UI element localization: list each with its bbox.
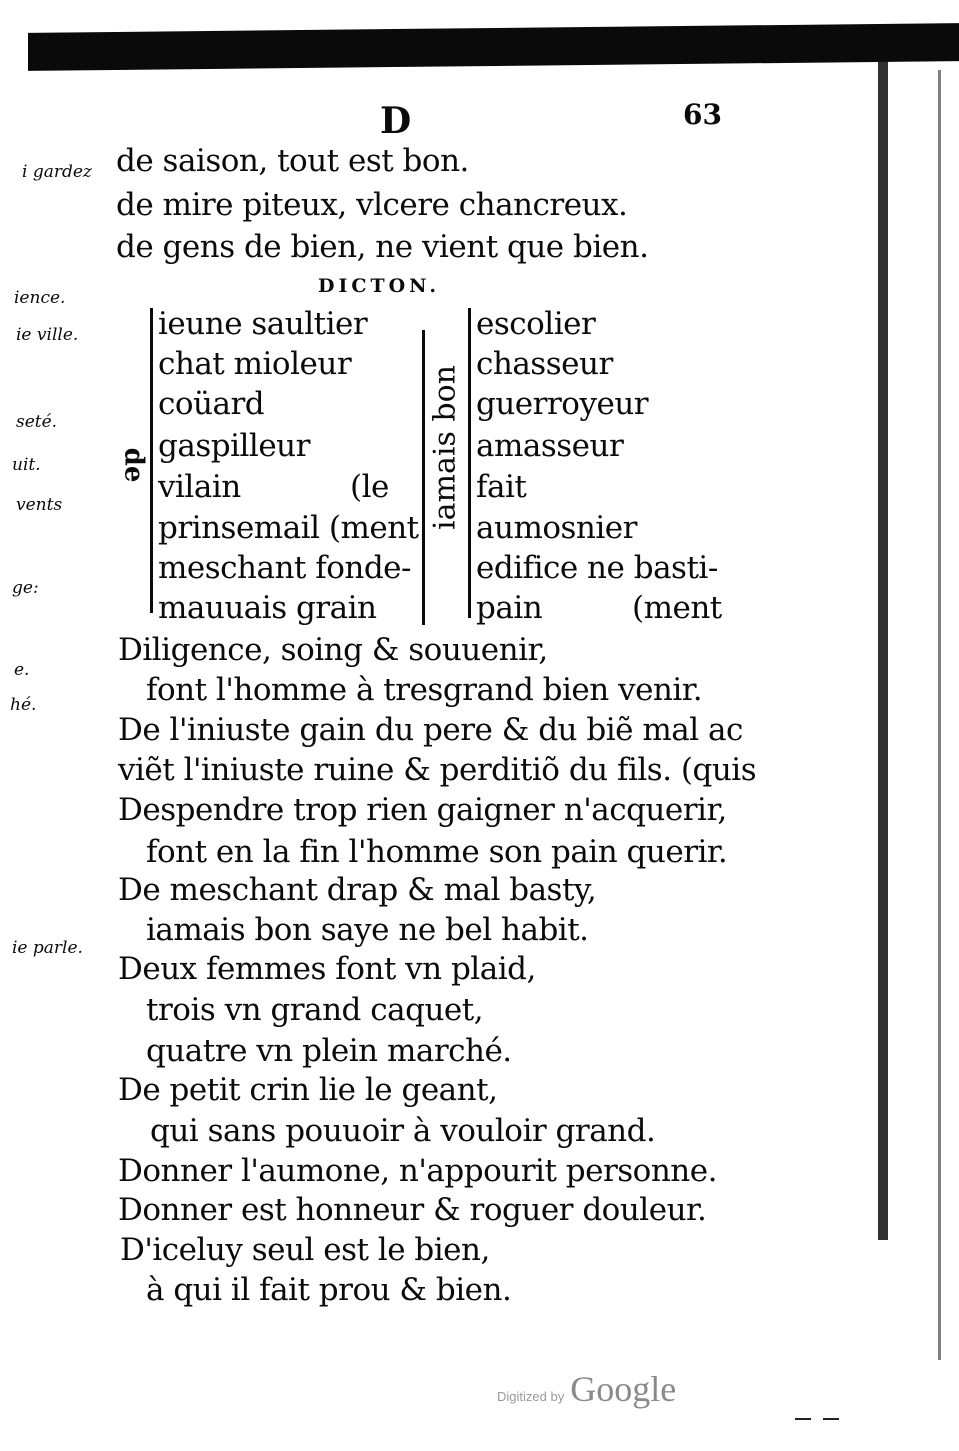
scan-artifact [823,1418,839,1420]
text-line: Despendre trop rien gaigner n'acquerir, [118,792,727,828]
text-line: viẽt l'iniuste ruine & perditiõ du fils. (quis [118,752,757,788]
dicton-middle-label: iamais bon [427,365,463,530]
text-line: à qui il fait prou & bien. [146,1272,512,1308]
dicton-right-item: guerroyeur [476,386,649,422]
text-line: D'iceluy seul est le bien, [120,1232,490,1268]
dicton-right-item: pain [476,590,543,626]
binding-shadow-bar [878,60,888,1240]
dicton-right-item: chasseur [476,346,613,382]
digitized-watermark [497,1368,676,1410]
dicton-left-item: mauuais grain [158,590,377,626]
text-line: quatre vn plein marché. [146,1033,512,1069]
text-line: de gens de bien, ne vient que bien. [116,229,649,265]
scan-artifact [795,1418,811,1420]
margin-note: vents [16,495,63,515]
dicton-left-item: ieune saultier [158,306,368,342]
text-line: De l'iniuste gain du pere & du biẽ mal ac [118,712,743,748]
margin-note: hé. [10,695,37,715]
running-header-letter: D [380,100,412,142]
text-line: Deux femmes font vn plaid, [118,951,536,987]
page-edge-line [938,70,941,1360]
text-line: font l'homme à tresgrand bien venir. [146,672,703,708]
dicton-left-item: meschant fonde- [158,550,412,586]
dicton-right-extra: (ment [632,590,722,626]
text-line: Donner l'aumone, n'appourit personne. [118,1153,717,1189]
dicton-left-extra: (le [350,469,389,505]
margin-note: ie parle. [12,938,83,958]
dicton-right-item: aumosnier [476,510,637,546]
dicton-left-item: prinsemail (ment [158,510,419,546]
page-number: 63 [683,98,722,131]
watermark-prefix: Digitized by [497,1389,565,1404]
text-line: de mire piteux, vlcere chancreux. [116,187,628,223]
text-line: Diligence, soing & souuenir, [118,632,548,668]
dicton-left-item: gaspilleur [158,428,310,464]
margin-note: ge: [12,578,39,598]
text-line: font en la fin l'homme son pain querir. [146,834,728,870]
dicton-left-item: coüard [158,386,265,422]
dicton-left-item: vilain [158,469,241,505]
margin-note: seté. [16,412,58,432]
dicton-right-item: edifice ne basti- [476,550,718,586]
margin-note: ience. [14,288,66,308]
middle-right-rule [468,308,471,618]
middle-left-rule [422,330,425,625]
text-line: De petit crin lie le geant, [118,1072,498,1108]
text-line: qui sans pouuoir à vouloir grand. [150,1113,656,1149]
text-line: Donner est honneur & roguer douleur. [118,1192,707,1228]
text-line: trois vn grand caquet, [146,992,484,1028]
text-line: de saison, tout est bon. [116,143,469,179]
text-line: De meschant drap & mal basty, [118,872,597,908]
page-top-shadow-bar [28,23,959,71]
margin-note: ie ville. [16,325,79,345]
dicton-left-item: chat mioleur [158,346,352,382]
text-line: iamais bon saye ne bel habit. [146,912,589,948]
margin-note: i gardez [22,162,92,182]
dicton-right-item: amasseur [476,428,624,464]
dicton-right-item: escolier [476,306,596,342]
de-bracket-mark: de [118,447,149,483]
section-title: DICTON. [318,275,440,297]
dicton-right-item: fait [476,469,527,505]
google-logo: Google [570,1369,677,1409]
left-column-rule [150,308,153,613]
margin-note: uit. [12,455,41,475]
margin-note: e. [14,660,30,680]
